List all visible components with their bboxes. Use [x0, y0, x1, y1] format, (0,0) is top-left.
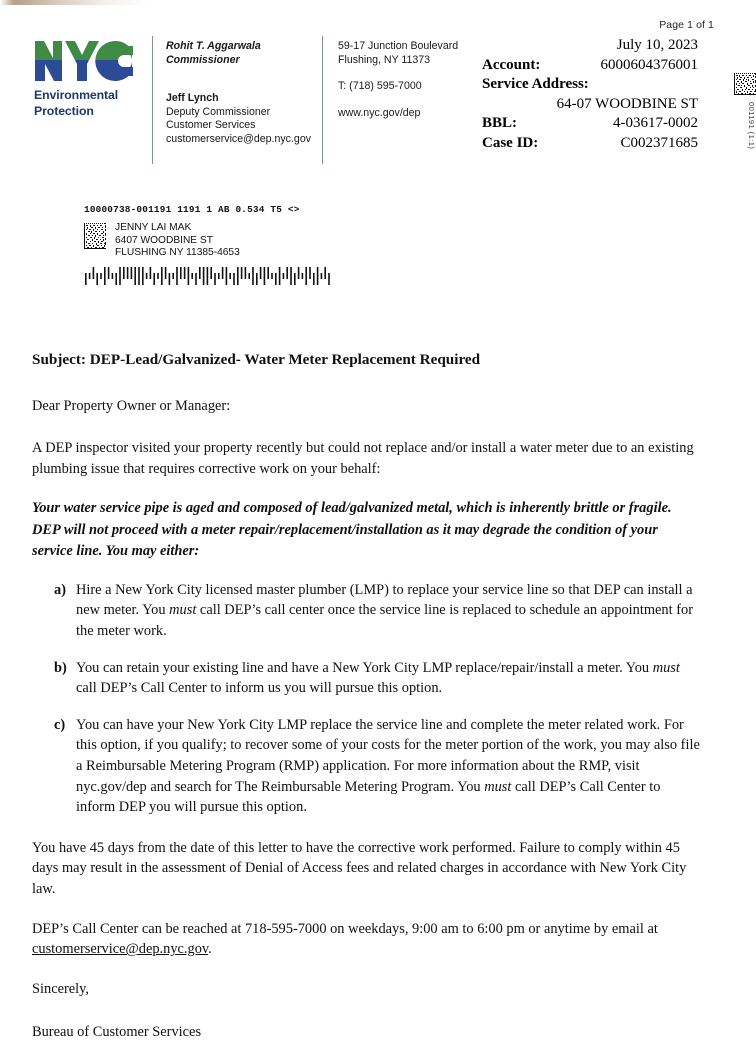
- letter-callcenter-paragraph: [32, 919, 700, 960]
- customer-service-email-link[interactable]: customerservice@dep.nyc.gov: [32, 941, 209, 958]
- option-text-c-part2: call DEP’s Call Center to inform DEP you will pursue this option.: [76, 778, 661, 816]
- option-text-c-part1: You can have your New York City LMP replace the service line and complete the meter related work. For this option, if you qualify; to recover some of your costs for the meter portion of the work, you may also file a Reimbursable Metering Program (RMP) application. For more information about the RMP, visit nyc.gov/dep and search for The Reimbursable Metering Program. You: [76, 716, 700, 795]
- letter-signature: Bureau of Customer Services: [32, 1024, 202, 1041]
- account-summary: [482, 36, 698, 153]
- letterhead-address-column: [338, 40, 488, 120]
- agency-name: [34, 88, 146, 119]
- scan-edge-artifact: [0, 0, 732, 5]
- account-row: [482, 56, 698, 76]
- letter-deadline-paragraph: You have 45 days from the date of this letter to have the corrective work performed. Failure to comply within 45 days may result in the assessment of Denial of Access fees and related charges in accordance with New York City law.: [32, 839, 687, 897]
- option-emphasis-b: must: [652, 659, 680, 676]
- callcenter-text-prefix: DEP’s Call Center can be reached at 718-595-7000 on weekdays, 9:00 am to 6:00 pm or anytime by email at: [32, 920, 658, 937]
- page-indicator: Page 1 of 1: [659, 19, 714, 31]
- nyc-dep-logo: [34, 38, 146, 119]
- letterhead-divider-1: [152, 36, 153, 164]
- option-emphasis-a: must: [169, 602, 197, 619]
- intelligent-mail-barcode-icon: [84, 265, 332, 287]
- service-address-value: 64-07 WOODBINE ST: [556, 95, 698, 112]
- option-text-a-part1: Hire a New York City licensed master plumber (LMP) to replace your service line so that DEP can install a new meter. You: [76, 581, 693, 619]
- datamatrix-caption: 001191 (1:1): [747, 102, 756, 150]
- mailing-address-block: [84, 204, 332, 287]
- option-marker-c: c): [54, 716, 66, 733]
- account-label: Account:: [482, 56, 541, 73]
- option-item-b: [32, 658, 700, 699]
- nyc-wordmark-icon: [34, 38, 138, 84]
- callcenter-text-suffix: .: [208, 941, 212, 958]
- contact-spacer: [166, 67, 316, 92]
- case-id-row: [482, 134, 698, 154]
- letter-date-row: [482, 36, 698, 56]
- account-value: 6000604376001: [600, 56, 698, 73]
- option-item-c: [32, 715, 700, 818]
- letterhead: [34, 36, 756, 166]
- deputy-commissioner-name: Jeff Lynch: [166, 92, 219, 105]
- letter-subject: Subject: DEP-Lead/Galvanized- Water Meter Replacement Required: [32, 351, 481, 368]
- option-emphasis-c: must: [484, 778, 512, 795]
- service-address-label: Service Address:: [482, 76, 589, 92]
- letter-date: July 10, 2023: [616, 37, 698, 53]
- recipient-city-state-zip: FLUSHING NY 11385-4653: [115, 247, 240, 259]
- option-text-b-part1: You can retain your existing line and have a New York City LMP replace/repair/install a meter. You: [76, 659, 653, 676]
- recipient-street: 6407 WOODBINE ST: [115, 234, 213, 246]
- option-text-a-part2: call DEP’s call center once the service line is replaced to schedule an appointment for the meter work.: [76, 602, 694, 640]
- option-text-b-part2: call DEP’s Call Center to inform us you will pursue this option.: [76, 680, 443, 697]
- bbl-row: [482, 114, 698, 134]
- letter-emphasis-paragraph: Your water service pipe is aged and composed of lead/galvanized metal, which is inherently brittle or fragile. DEP will not proceed with a meter repair/replacement/installation as it may degrade the condition of your service line. You may either:: [32, 500, 672, 560]
- service-address-value-row: [482, 95, 698, 115]
- bbl-value: 4-03617-0002: [613, 115, 698, 131]
- deputy-division: Customer Services: [166, 119, 256, 132]
- letterhead-divider-2: [322, 36, 323, 164]
- office-street: 59-17 Junction Boulevard: [338, 40, 459, 52]
- office-city-state-zip: Flushing, NY 11373: [338, 53, 431, 66]
- recipient-address: [115, 222, 240, 260]
- bbl-label: BBL:: [482, 115, 518, 131]
- mailing-datamatrix-barcode-icon: [84, 223, 106, 249]
- options-list: [32, 580, 700, 818]
- address-spacer-1: [338, 67, 488, 80]
- letter-intro-paragraph: A DEP inspector visited your property recently but could not replace and/or install a water meter due to an existing plumbing issue that requires corrective work on your behalf:: [32, 440, 694, 477]
- office-website[interactable]: www.nyc.gov/dep: [338, 106, 421, 119]
- service-address-label-row: [482, 75, 698, 95]
- commissioner-title: Commissioner: [166, 53, 240, 66]
- case-id-label: Case ID:: [482, 134, 539, 151]
- recipient-name: JENNY LAI MAK: [115, 222, 192, 233]
- letter-signoff: Sincerely,: [32, 980, 90, 997]
- option-marker-b: b): [54, 659, 67, 676]
- agency-name-line1: Environmental: [34, 88, 119, 102]
- case-id-value: C002371685: [620, 134, 698, 151]
- office-phone: T: (718) 595-7000: [338, 80, 422, 93]
- datamatrix-barcode-icon: [734, 72, 756, 96]
- header-datamatrix-group: [734, 72, 756, 149]
- deputy-commissioner-title: Deputy Commissioner: [166, 105, 271, 118]
- mailing-address-inner: [84, 222, 332, 260]
- address-spacer-2: [338, 94, 488, 107]
- agency-name-line2: Protection: [34, 103, 94, 118]
- option-marker-a: a): [54, 581, 66, 598]
- option-item-a: [32, 580, 700, 642]
- mailing-meta-line: 10000738-001191 1191 1 AB 0.534 T5 <>: [84, 204, 300, 215]
- letter-salutation: Dear Property Owner or Manager:: [32, 397, 231, 414]
- letter-body: [32, 350, 700, 1043]
- commissioner-name: Rohit T. Aggarwala: [166, 40, 261, 52]
- letterhead-contact-column: [166, 40, 316, 147]
- letterhead-email[interactable]: customerservice@dep.nyc.gov: [166, 132, 312, 145]
